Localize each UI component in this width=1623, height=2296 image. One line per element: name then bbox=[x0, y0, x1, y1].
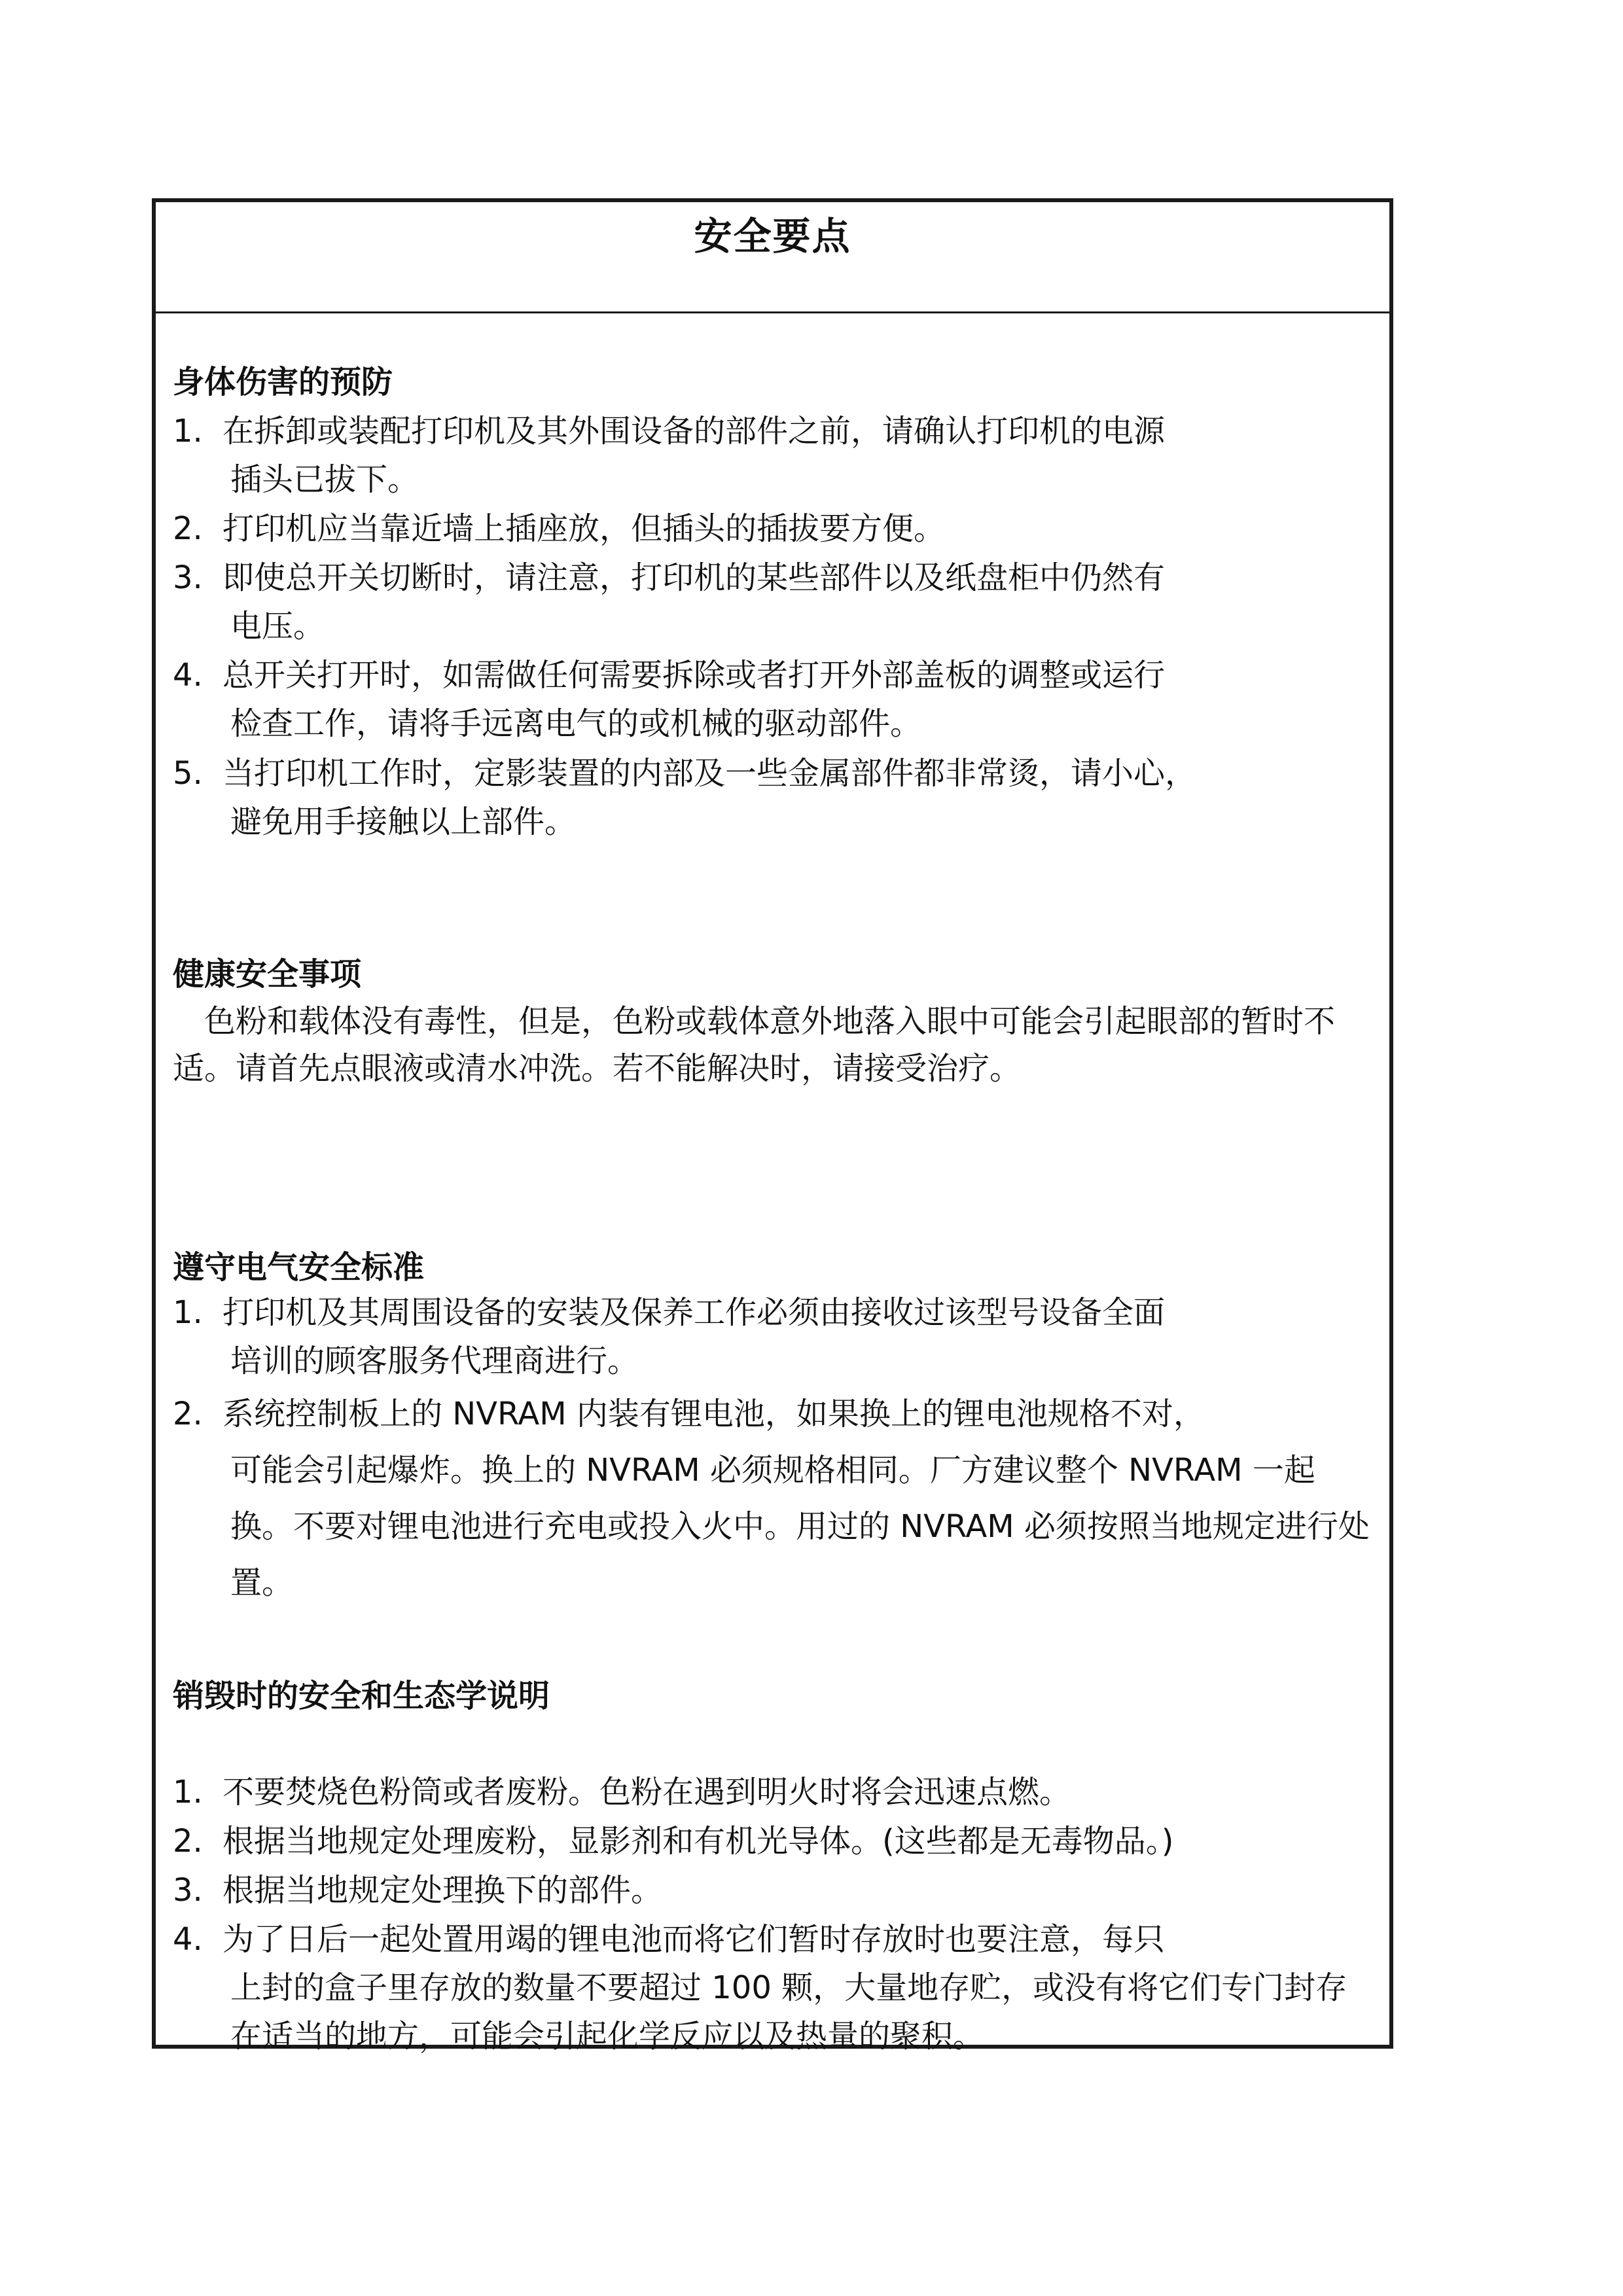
item-number: 5. bbox=[173, 755, 203, 792]
item-text-continued: 电压。 bbox=[230, 608, 325, 645]
section-heading-electrical-standards: 遵守电气安全标准 bbox=[173, 1249, 425, 1286]
section-heading-health-safety: 健康安全事项 bbox=[173, 956, 362, 993]
section-heading-disposal: 销毁时的安全和生态学说明 bbox=[173, 1678, 550, 1714]
item-number: 3. bbox=[173, 559, 203, 596]
list-item bbox=[173, 1768, 1376, 1816]
item-text: 根据当地规定处理换下的部件。 bbox=[223, 1872, 663, 1909]
item-number: 3. bbox=[173, 1872, 203, 1909]
title-row bbox=[156, 202, 1389, 313]
item-text-continued: 可能会引起爆炸。换上的 NVRAM 必须规格相同。厂方建议整个 NVRAM 一起换。不要对锂电池进行充电或投入火中。用过的 NVRAM 必须按照当地规定进行处置。 bbox=[230, 1452, 1370, 1601]
item-number: 2. bbox=[173, 1823, 203, 1860]
item-number: 4. bbox=[173, 1921, 203, 1958]
item-text-continued: 检查工作，请将手远离电气的或机械的驱动部件。 bbox=[230, 705, 922, 742]
item-text-continued: 上封的盒子里存放的数量不要超过 100 颗，大量地存贮，或没有将它们专门封存在适当的地方，可能会引起化学反应以及热量的聚积。 bbox=[230, 1969, 1347, 2055]
item-text-continued: 避免用手接触以上部件。 bbox=[230, 804, 577, 840]
item-text: 为了日后一起处置用竭的锂电池而将它们暂时存放时也要注意，每只 bbox=[223, 1921, 1166, 1958]
item-text: 即使总开关切断时，请注意，打印机的某些部件以及纸盘柜中仍然有 bbox=[223, 559, 1166, 596]
list-item bbox=[173, 504, 1376, 553]
item-text: 根据当地规定处理废粉，显影剂和有机光导体。(这些都是无毒物品。) bbox=[223, 1823, 1174, 1860]
item-text: 不要焚烧色粉筒或者废粉。色粉在遇到明火时将会迅速点燃。 bbox=[223, 1774, 1071, 1810]
list-item bbox=[173, 407, 1376, 504]
item-text: 当打印机工作时，定影装置的内部及一些金属部件都非常烫，请小心， bbox=[223, 755, 1197, 792]
item-number: 1. bbox=[173, 1774, 203, 1810]
section-heading-injury-prevention: 身体伤害的预防 bbox=[173, 364, 393, 400]
item-text: 系统控制板上的 NVRAM 内装有锂电池，如果换上的锂电池规格不对， bbox=[223, 1396, 1205, 1432]
list-item bbox=[173, 1866, 1376, 1915]
list-item bbox=[173, 651, 1376, 748]
item-text-continued: 培训的顾客服务代理商进行。 bbox=[230, 1343, 639, 1379]
item-text: 打印机应当靠近墙上插座放，但插头的插拔要方便。 bbox=[223, 510, 946, 547]
list-item bbox=[173, 1915, 1376, 2060]
item-number: 1. bbox=[173, 413, 203, 450]
list-item bbox=[173, 1288, 1376, 1385]
item-number: 2. bbox=[173, 1396, 203, 1432]
list-item bbox=[173, 1386, 1376, 1611]
item-text: 在拆卸或装配打印机及其外围设备的部件之前，请确认打印机的电源 bbox=[223, 413, 1166, 450]
item-number: 4. bbox=[173, 657, 203, 694]
page-title: 安全要点 bbox=[694, 214, 851, 258]
item-text: 总开关打开时，如需做任何需要拆除或者打开外部盖板的调整或运行 bbox=[223, 657, 1166, 694]
item-text-continued: 插头已拔下。 bbox=[230, 461, 419, 498]
list-item bbox=[173, 1817, 1376, 1865]
list-item bbox=[173, 749, 1376, 846]
health-safety-paragraph: 色粉和载体没有毒性，但是，色粉或载体意外地落入眼中可能会引起眼部的暂时不适。请首先点眼液或清水冲洗。若不能解决时，请接受治疗。 bbox=[173, 1003, 1336, 1087]
item-number: 1. bbox=[173, 1294, 203, 1331]
list-item bbox=[173, 554, 1376, 650]
safety-notice-box bbox=[152, 198, 1393, 2055]
item-text: 打印机及其周围设备的安装及保养工作必须由接收过该型号设备全面 bbox=[223, 1294, 1166, 1331]
item-number: 2. bbox=[173, 510, 203, 547]
